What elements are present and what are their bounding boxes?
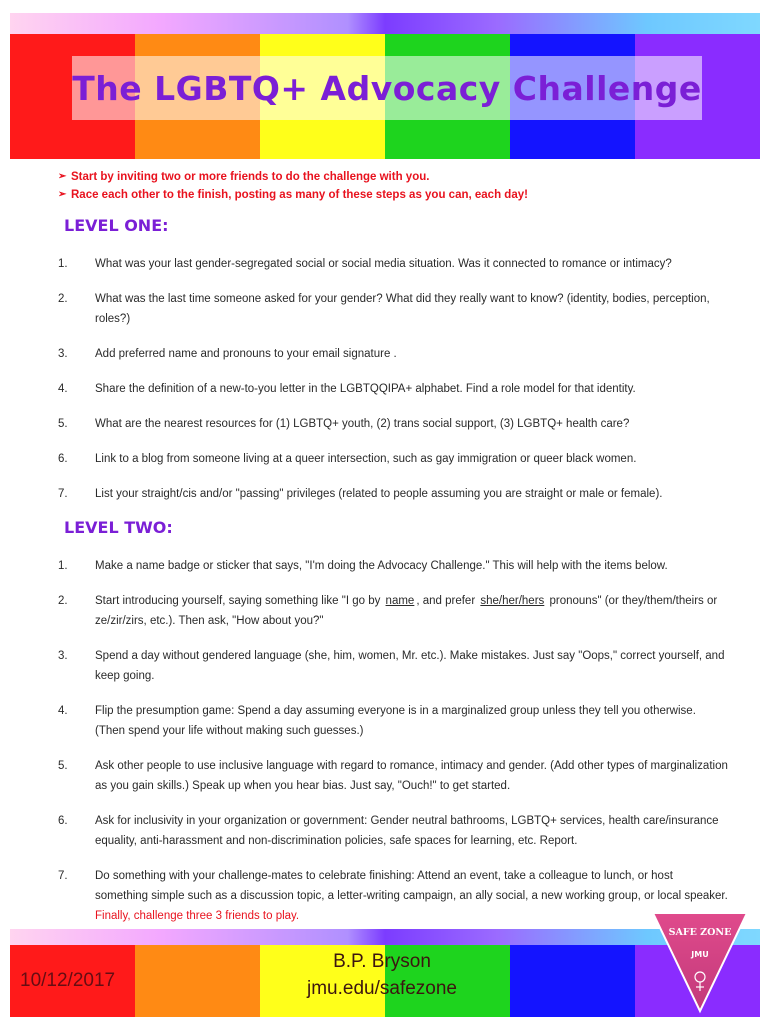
list-item xyxy=(58,701,728,741)
list-item xyxy=(58,591,728,631)
page-title: The LGBTQ+ Advocacy Challenge xyxy=(72,68,702,108)
item-text: Make a name badge or sticker that says, "I'm doing the Advocacy Challenge." This will help with the items below. xyxy=(95,560,668,572)
title-box xyxy=(72,56,702,120)
item-text: What was the last time someone asked for your gender? What did they really want to know? (identity, bodies, perception, roles?) xyxy=(95,293,710,325)
intro-line xyxy=(58,168,738,186)
list-item xyxy=(58,379,728,399)
item-text: What was your last gender-segregated social or social media situation. Was it connected to romance or intimacy? xyxy=(95,258,672,270)
list-item xyxy=(58,449,728,469)
item-number: 3. xyxy=(58,650,68,662)
safe-zone-triangle-icon xyxy=(650,905,750,1015)
item-number: 6. xyxy=(58,453,68,465)
level-two-list xyxy=(58,556,728,926)
item-text: Ask other people to use inclusive language with regard to romance, intimacy and gender. (Add other types of marginalization as you gain skills.) Speak up when you hear bias. Just say, "Ouch!" to get started. xyxy=(95,760,728,792)
item-text-part: , and prefer xyxy=(416,595,476,607)
item-text-part: pronouns" (or they/them/theirs or ze/zir/zirs, etc.). Then ask, "How about you?" xyxy=(95,595,718,627)
item-text: Flip the presumption game: Spend a day assuming everyone is in a marginalized group unless they tell you otherwise. (Then spend your life without making such guesses.) xyxy=(95,705,696,737)
badge-org: JMU xyxy=(691,950,709,959)
list-item xyxy=(58,254,728,274)
item-text: List your straight/cis and/or "passing" privileges (related to people assuming you are straight or male or female). xyxy=(95,488,663,500)
website-url: jmu.edu/safezone xyxy=(307,978,457,999)
item-number: 1. xyxy=(58,258,68,270)
item-text-part: Do something with your challenge-mates to celebrate finishing: Attend an event, take a colleague to lunch, or host something simple such as a discussion topic, a letter-writing campaign, an ally social, a new working group, or local speaker. xyxy=(95,870,728,902)
item-number: 7. xyxy=(58,870,68,882)
finale-text: Finally, challenge three 3 friends to play. xyxy=(95,910,300,922)
item-number: 2. xyxy=(58,293,68,305)
item-text: What are the nearest resources for (1) LGBTQ+ youth, (2) trans social support, (3) LGBTQ+ health care? xyxy=(95,418,630,430)
item-number: 2. xyxy=(58,595,68,607)
list-item xyxy=(58,484,728,504)
list-item xyxy=(58,556,728,576)
item-number: 5. xyxy=(58,760,68,772)
level-two-heading: LEVEL TWO: xyxy=(64,518,173,537)
intro-text: Start by inviting two or more friends to do the challenge with you. xyxy=(71,171,430,183)
item-number: 4. xyxy=(58,705,68,717)
credit-block xyxy=(262,948,502,1002)
list-item xyxy=(58,646,728,686)
arrow-bullet-icon: ➢ xyxy=(58,189,67,200)
item-text-part: Start introducing yourself, saying something like "I go by xyxy=(95,595,381,607)
level-one-list xyxy=(58,254,728,504)
bottom-gradient-bar xyxy=(10,929,760,945)
item-number: 6. xyxy=(58,815,68,827)
level-one-heading: LEVEL ONE: xyxy=(64,216,169,235)
item-text: Ask for inclusivity in your organization or government: Gender neutral bathrooms, LGBTQ+ services, health care/insurance equality, anti-harassment and non-discrimination policies, safe spaces for learning, etc. Report. xyxy=(95,815,719,847)
intro-line xyxy=(58,186,738,204)
stripe-orange xyxy=(135,945,260,1017)
stripe-blue xyxy=(510,945,635,1017)
author-name: B.P. Bryson xyxy=(333,951,431,972)
item-text xyxy=(95,591,728,631)
item-text xyxy=(95,866,728,926)
date-text: 10/12/2017 xyxy=(20,970,116,991)
name-blank: name xyxy=(385,595,415,607)
list-item xyxy=(58,414,728,434)
intro-instructions xyxy=(58,168,738,204)
item-text: Link to a blog from someone living at a queer intersection, such as gay immigration or queer black women. xyxy=(95,453,637,465)
list-item xyxy=(58,811,728,851)
item-text: Spend a day without gendered language (she, him, women, Mr. etc.). Make mistakes. Just say "Oops," correct yourself, and keep going. xyxy=(95,650,725,682)
list-item xyxy=(58,756,728,796)
intro-text: Race each other to the finish, posting as many of these steps as you can, each day! xyxy=(71,189,528,201)
list-item xyxy=(58,289,728,329)
item-number: 7. xyxy=(58,488,68,500)
item-text: Add preferred name and pronouns to your email signature . xyxy=(95,348,397,360)
arrow-bullet-icon: ➢ xyxy=(58,171,67,182)
list-item xyxy=(58,866,728,926)
item-text: Share the definition of a new-to-you letter in the LGBTQQIPA+ alphabet. Find a role model for that identity. xyxy=(95,383,636,395)
item-number: 5. xyxy=(58,418,68,430)
item-number: 4. xyxy=(58,383,68,395)
pronoun-blank: she/her/hers xyxy=(480,595,545,607)
item-number: 1. xyxy=(58,560,68,572)
badge-title: SAFE ZONE xyxy=(668,927,732,938)
item-number: 3. xyxy=(58,348,68,360)
list-item xyxy=(58,344,728,364)
top-gradient-bar xyxy=(10,13,760,34)
